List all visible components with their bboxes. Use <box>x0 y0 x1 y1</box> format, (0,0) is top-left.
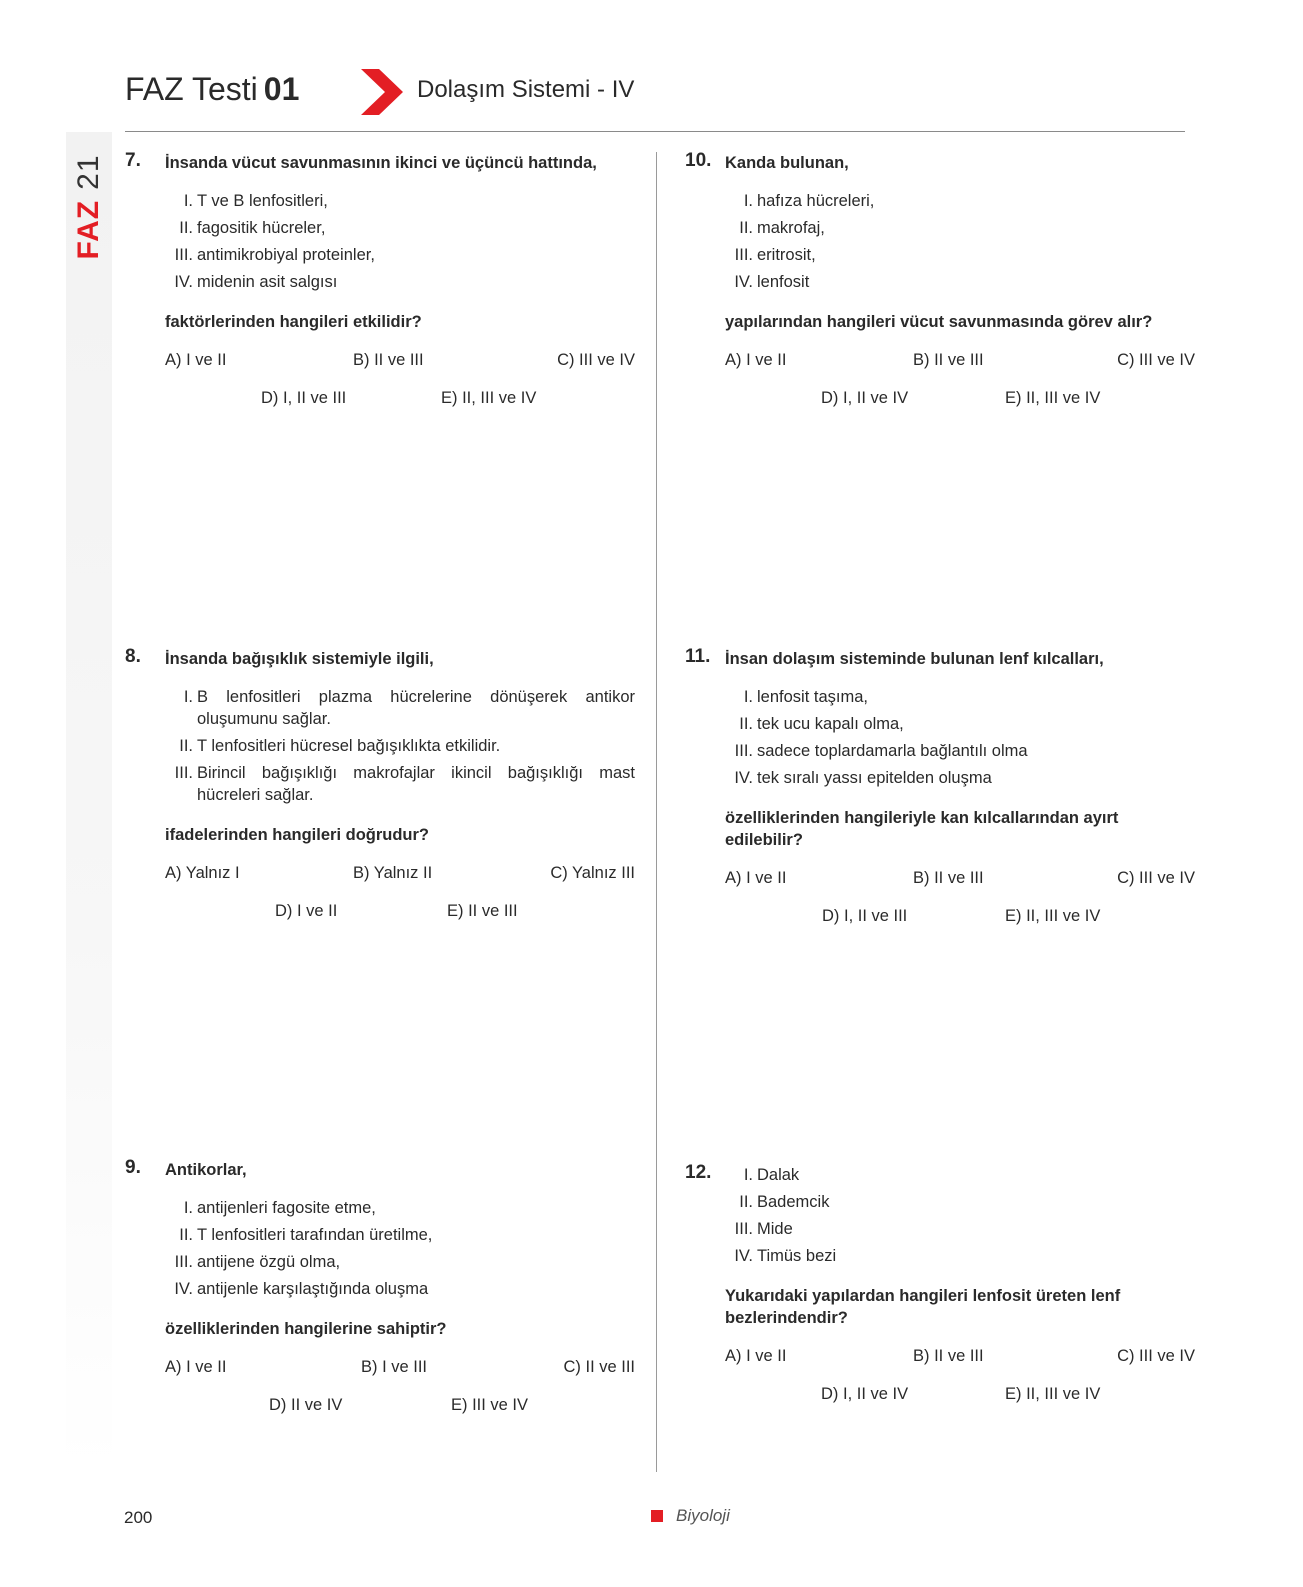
side-tab-label <box>72 152 106 262</box>
statement-text: B lenfositleri plazma hücrelerine dönüşerek antikor oluşumunu sağlar. <box>197 688 635 728</box>
option-a[interactable]: A) I ve II <box>725 1347 787 1365</box>
question-stem: Kanda bulunan, <box>725 154 849 172</box>
question-7 <box>125 150 635 429</box>
option-d[interactable]: D) II ve IV <box>269 1396 343 1414</box>
statement-item <box>725 1218 1195 1240</box>
statement-item <box>725 244 1195 266</box>
statement-item <box>165 190 635 212</box>
roman-numeral: II. <box>179 1226 193 1244</box>
statement-item <box>165 244 635 266</box>
option-e[interactable]: E) III ve IV <box>451 1396 529 1414</box>
question-number: 9. <box>125 1157 141 1178</box>
option-e[interactable]: E) II, III ve IV <box>1005 907 1101 925</box>
question-9 <box>125 1157 635 1436</box>
statement-item <box>725 713 1195 735</box>
option-a[interactable]: A) I ve II <box>725 869 787 887</box>
question-number: 7. <box>125 150 141 171</box>
roman-numeral: IV. <box>174 273 193 291</box>
roman-numeral: III. <box>174 246 193 264</box>
option-c[interactable]: C) Yalnız III <box>550 864 635 882</box>
question-prompt: özelliklerinden hangileriyle kan kılcallarından ayırt edilebilir? <box>725 809 1119 849</box>
option-c[interactable]: C) II ve III <box>563 1358 635 1376</box>
statement-item <box>725 767 1195 789</box>
question-stem: İnsan dolaşım sisteminde bulunan lenf kılcalları, <box>725 650 1104 668</box>
chevron-right-icon <box>361 69 403 115</box>
statement-item <box>165 686 635 730</box>
answer-options <box>725 867 1195 947</box>
statement-list <box>725 190 1195 293</box>
statement-text: fagositik hücreler, <box>197 219 326 237</box>
page-header <box>125 65 1185 127</box>
question-12 <box>685 1162 1195 1425</box>
question-stem: Antikorlar, <box>165 1161 247 1179</box>
statement-text: antijenle karşılaştığında oluşma <box>197 1280 429 1298</box>
side-strip <box>66 132 112 1472</box>
option-c[interactable]: C) III ve IV <box>1117 351 1195 369</box>
statement-text: lenfosit taşıma, <box>757 688 868 706</box>
question-stem: İnsanda vücut savunmasının ikinci ve üçüncü hattında, <box>165 154 597 172</box>
statement-text: T lenfositleri hücresel bağışıklıkta etkilidir. <box>197 737 501 755</box>
option-c[interactable]: C) III ve IV <box>1117 1347 1195 1365</box>
column-divider <box>656 152 657 1472</box>
answer-options <box>165 862 635 942</box>
option-b[interactable]: B) II ve III <box>913 869 984 887</box>
statement-item <box>165 1197 635 1219</box>
question-8 <box>125 646 635 942</box>
roman-numeral: IV. <box>734 1247 753 1265</box>
square-icon <box>651 1510 663 1522</box>
page-title <box>125 71 299 108</box>
roman-numeral: III. <box>174 764 193 782</box>
option-a[interactable]: A) I ve II <box>725 351 787 369</box>
statement-text: antijenleri fagosite etme, <box>197 1199 376 1217</box>
option-b[interactable]: B) I ve III <box>361 1358 428 1376</box>
subject-label: Biyoloji <box>676 1506 730 1525</box>
roman-numeral: I. <box>183 192 193 210</box>
statement-text: tek ucu kapalı olma, <box>757 715 904 733</box>
option-d[interactable]: D) I ve II <box>275 902 338 920</box>
statement-text: Dalak <box>757 1166 800 1184</box>
page-number: 200 <box>124 1508 153 1527</box>
statement-list <box>165 686 635 806</box>
question-number: 12. <box>685 1162 712 1183</box>
option-e[interactable]: E) II, III ve IV <box>1005 389 1101 407</box>
side-tab <box>70 150 108 260</box>
roman-numeral: IV. <box>734 769 753 787</box>
question-number: 10. <box>685 150 712 171</box>
statement-item <box>725 271 1195 293</box>
question-number: 8. <box>125 646 141 667</box>
statement-item <box>165 271 635 293</box>
option-b[interactable]: B) II ve III <box>913 1347 984 1365</box>
question-prompt: yapılarından hangileri vücut savunmasında görev alır? <box>725 313 1153 331</box>
option-b[interactable]: B) Yalnız II <box>353 864 433 882</box>
option-c[interactable]: C) III ve IV <box>1117 869 1195 887</box>
statement-text: Bademcik <box>757 1193 830 1211</box>
question-prompt: özelliklerinden hangilerine sahiptir? <box>165 1320 447 1338</box>
option-a[interactable]: A) I ve II <box>165 351 227 369</box>
statement-item <box>725 686 1195 708</box>
statement-text: makrofaj, <box>757 219 825 237</box>
statement-item <box>165 1278 635 1300</box>
statement-item <box>165 1224 635 1246</box>
option-b[interactable]: B) II ve III <box>913 351 984 369</box>
question-11 <box>685 646 1195 947</box>
statement-list <box>725 1164 1195 1267</box>
option-e[interactable]: E) II, III ve IV <box>1005 1385 1101 1403</box>
roman-numeral: III. <box>734 742 753 760</box>
statement-text: antijene özgü olma, <box>197 1253 341 1271</box>
test-number: 01 <box>263 71 300 107</box>
question-number: 11. <box>685 646 711 667</box>
statement-item <box>725 217 1195 239</box>
statement-text: lenfosit <box>757 273 810 291</box>
option-b[interactable]: B) II ve III <box>353 351 424 369</box>
header-divider <box>125 131 1185 132</box>
roman-numeral: II. <box>739 219 753 237</box>
question-stem: İnsanda bağışıklık sistemiyle ilgili, <box>165 650 434 668</box>
question-prompt: ifadelerinden hangileri doğrudur? <box>165 826 430 844</box>
statement-text: Timüs bezi <box>757 1247 837 1265</box>
statement-text: Mide <box>757 1220 793 1238</box>
statement-text: tek sıralı yassı epitelden oluşma <box>757 769 992 787</box>
option-d[interactable]: D) I, II ve IV <box>821 1385 909 1403</box>
roman-numeral: II. <box>739 1193 753 1211</box>
roman-numeral: III. <box>174 1253 193 1271</box>
roman-numeral: II. <box>179 219 193 237</box>
roman-numeral: IV. <box>174 1280 193 1298</box>
statement-item <box>725 190 1195 212</box>
roman-numeral: III. <box>734 246 753 264</box>
statement-list <box>725 686 1195 789</box>
statement-text: Birincil bağışıklığı makrofajlar ikincil bağışıklığı mast hücreleri sağlar. <box>197 764 635 804</box>
option-a[interactable]: A) I ve II <box>165 1358 227 1376</box>
statement-text: T ve B lenfositleri, <box>197 192 328 210</box>
statement-item <box>165 762 635 806</box>
roman-numeral: I. <box>183 688 193 706</box>
statement-text: sadece toplardamarla bağlantılı olma <box>757 742 1028 760</box>
roman-numeral: II. <box>739 715 753 733</box>
option-d[interactable]: D) I, II ve IV <box>821 389 909 407</box>
roman-numeral: III. <box>734 1220 753 1238</box>
roman-numeral: II. <box>179 737 193 755</box>
statement-text: eritrosit, <box>757 246 816 264</box>
answer-options <box>725 1345 1195 1425</box>
statement-text: antimikrobiyal proteinler, <box>197 246 375 264</box>
answer-options <box>165 349 635 429</box>
option-e[interactable]: E) II ve III <box>447 902 518 920</box>
statement-item <box>725 1245 1195 1267</box>
statement-item <box>165 1251 635 1273</box>
answer-options <box>725 349 1195 429</box>
roman-numeral: I. <box>743 192 753 210</box>
page-subtitle: Dolaşım Sistemi - IV <box>417 76 635 103</box>
option-d[interactable]: D) I, II ve III <box>261 389 347 407</box>
statement-item <box>165 735 635 757</box>
statement-item <box>165 217 635 239</box>
statement-text: hafıza hücreleri, <box>757 192 875 210</box>
side-tab-brand: FAZ <box>72 199 105 260</box>
statement-list <box>165 190 635 293</box>
roman-numeral: I. <box>743 688 753 706</box>
side-tab-number: 21 <box>72 154 105 190</box>
question-10 <box>685 150 1195 429</box>
answer-options <box>165 1356 635 1436</box>
option-e[interactable]: E) II, III ve IV <box>441 389 537 407</box>
statement-text: T lenfositleri tarafından üretilme, <box>197 1226 433 1244</box>
statement-item <box>725 740 1195 762</box>
question-prompt: Yukarıdaki yapılardan hangileri lenfosit üreten lenf bezlerindendir? <box>725 1287 1121 1327</box>
statement-item <box>725 1191 1195 1213</box>
statement-item <box>725 1164 1195 1186</box>
statement-text: midenin asit salgısı <box>197 273 338 291</box>
test-title: FAZ Testi <box>125 71 258 107</box>
option-a[interactable]: A) Yalnız I <box>165 864 240 882</box>
statement-list <box>165 1197 635 1300</box>
question-prompt: faktörlerinden hangileri etkilidir? <box>165 313 422 331</box>
roman-numeral: I. <box>183 1199 193 1217</box>
option-c[interactable]: C) III ve IV <box>557 351 635 369</box>
roman-numeral: IV. <box>734 273 753 291</box>
option-d[interactable]: D) I, II ve III <box>822 907 908 925</box>
roman-numeral: I. <box>743 1166 753 1184</box>
